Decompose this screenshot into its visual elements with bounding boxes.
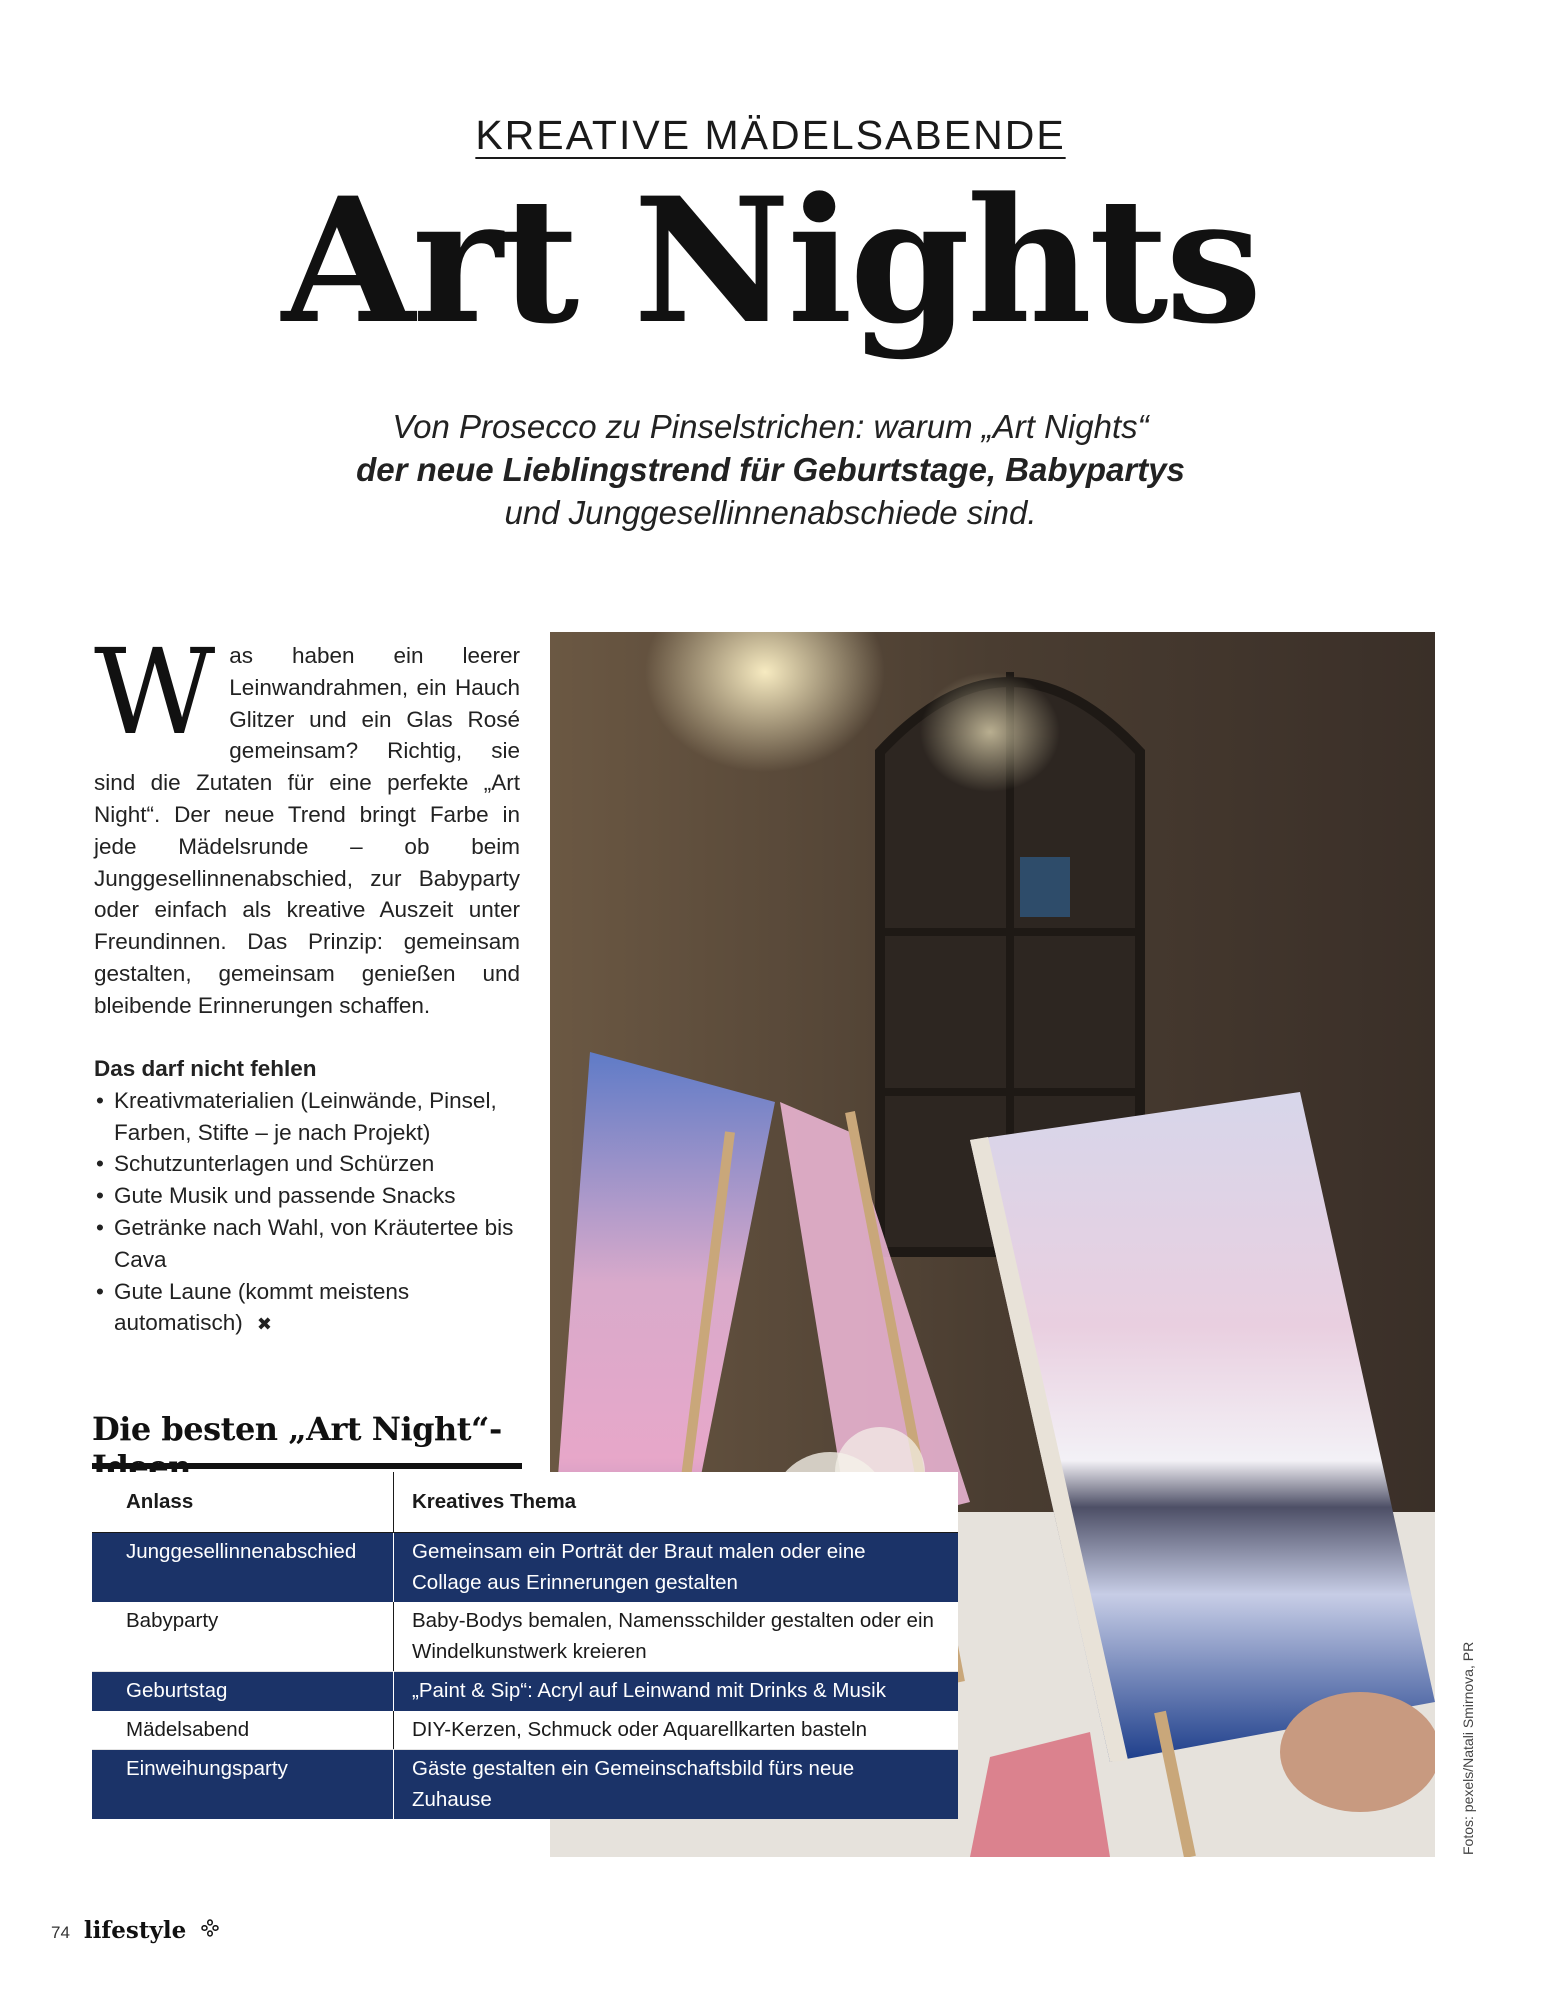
needs-heading: Das darf nicht fehlen [94,1056,317,1081]
subtitle-line-3: und Junggesellinnenabschiede sind. [504,494,1037,531]
subtitle-line-2: der neue Lieblingstrend für Geburtstage, Babypartys [356,451,1185,488]
column-header-anlass: Anlass [92,1472,394,1532]
needs-item: • Schutzunterlagen und Schürzen [94,1148,534,1180]
drop-cap: W [94,623,216,761]
ideas-table [92,1472,958,1819]
kicker: KREATIVE MÄDELSABENDE [475,112,1066,158]
row-thema: Baby-Bodys bemalen, Namensschilder gestalten oder ein Windelkunstwerk kreieren [412,1609,934,1663]
table-row [92,1750,958,1819]
flower-outline-icon [200,1918,220,1943]
needs-list-box [94,1053,534,1341]
article-body [94,623,520,1022]
end-mark-icon: ✖ [256,1314,272,1335]
brand-name: lifestyle [83,1917,187,1944]
needs-item: • Gute Laune (kommt meistens automatisch) ✖ [94,1276,534,1342]
needs-list [94,1085,534,1341]
row-anlass: Babyparty [92,1602,394,1671]
article-paragraph: as haben ein leerer Leinwandrahmen, ein Hauch Glitzer und ein Glas Rosé gemeinsam? Richtig, sie sind die Zutaten für eine perfekte „Art Night“. Der neue Trend bringt Farbe in jede Mädelsrunde – ob beim Junggesellinnenabschied, zur Babyparty oder einfach als kreative Auszeit unter Freundinnen. Das Prinzip: gemeinsam gestalten, gemeinsam genießen und bleibende Erinnerungen schaffen. [94,643,520,1018]
needs-item: • Gute Musik und passende Snacks [94,1180,534,1212]
needs-item: • Kreativmaterialien (Leinwände, Pinsel, Farben, Stifte – je nach Projekt) [94,1085,534,1149]
row-thema: DIY-Kerzen, Schmuck oder Aquarellkarten basteln [412,1717,868,1741]
row-anlass: Einweihungsparty [92,1750,394,1819]
row-anlass: Mädelsabend [92,1711,394,1750]
row-thema: Gemeinsam ein Porträt der Braut malen oder eine Collage aus Erinnerungen gestalten [412,1540,866,1594]
row-anlass: Junggesellinnenabschied [92,1533,394,1602]
subtitle-line-1: Von Prosecco zu Pinselstrichen: warum „Art Nights“ [392,408,1149,445]
row-thema: „Paint & Sip“: Acryl auf Leinwand mit Drinks & Musik [412,1679,886,1702]
page-number: 74 [51,1923,70,1942]
painting-hand [1280,1692,1435,1812]
row-anlass: Geburtstag [92,1672,394,1711]
page-footer [51,1917,220,1944]
ideas-heading: Die besten „Art Night“- [92,1410,502,1448]
row-thema: Gäste gestalten ein Gemeinschaftsbild fürs neue Zuhause [412,1757,855,1811]
table-row [92,1602,958,1672]
table-row [92,1533,958,1602]
subtitle [0,405,1541,534]
page-title: Art Nights [281,159,1260,362]
column-header-thema: Kreatives Thema [412,1490,577,1513]
table-row [92,1672,958,1711]
table-header-row [92,1472,958,1533]
table-row [92,1711,958,1751]
needs-item: • Getränke nach Wahl, von Kräutertee bis Cava [94,1212,534,1276]
ideas-heading-rule [92,1463,522,1469]
photo-credit: Fotos: pexels/Natali Smirnova, PR [1460,1641,1476,1855]
